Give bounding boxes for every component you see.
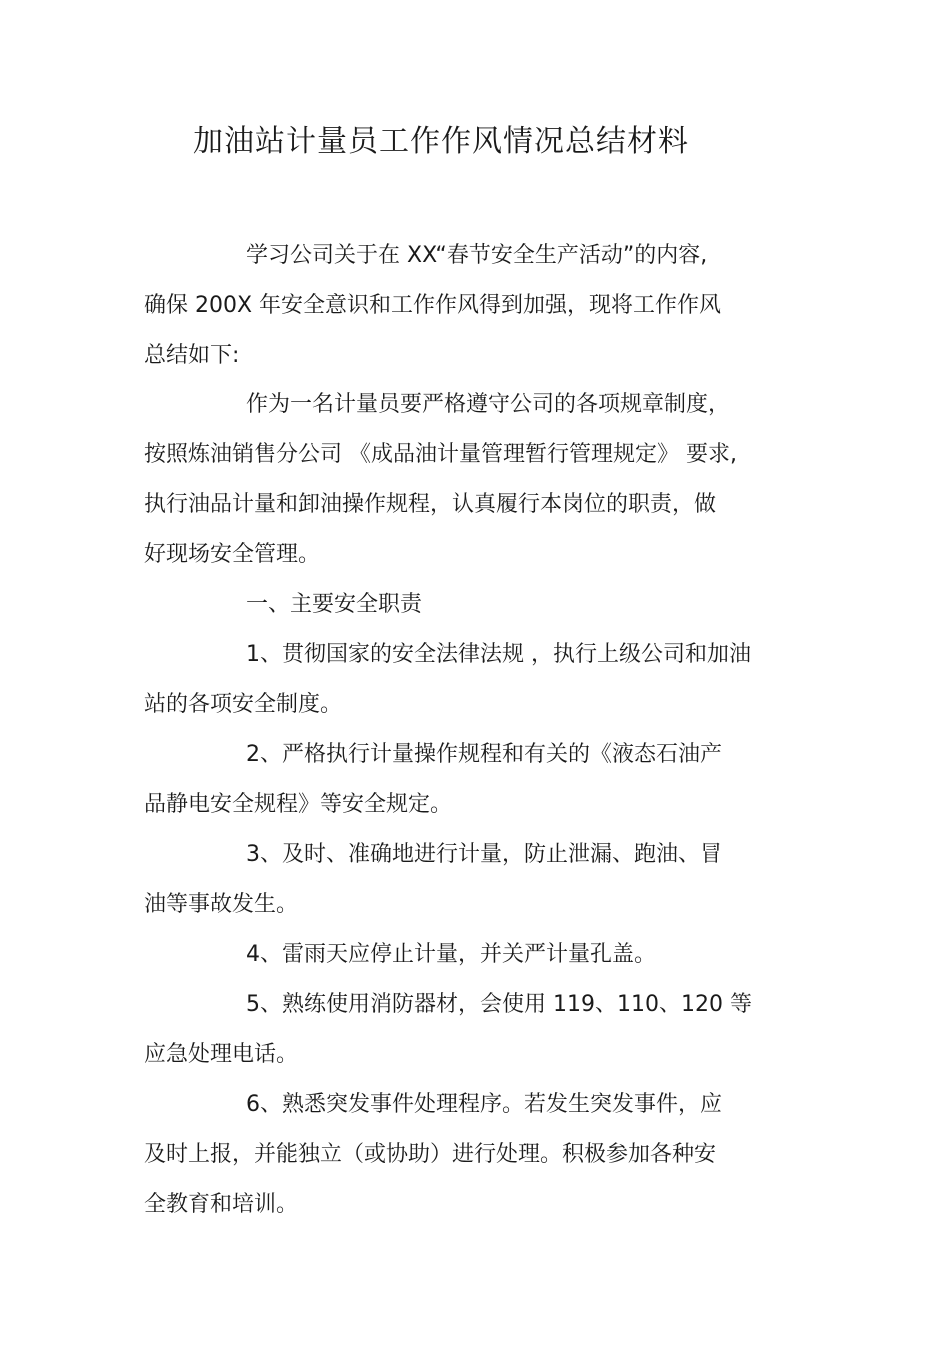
item-6-line-2: 及时上报，并能独立（或协助）进行处理。积极参加各种安 [144, 1142, 717, 1167]
item-5-line-2: 应急处理电话。 [144, 1042, 299, 1067]
body-line-4: 作为一名计量员要严格遵守公司的各项规章制度， [246, 392, 731, 417]
body-line-7: 好现场安全管理。 [144, 542, 321, 567]
body-line-3: 总结如下: [144, 343, 240, 368]
item-4-line-1: 4、雷雨天应停止计量，并关严计量孔盖。 [246, 942, 656, 967]
item-2-line-1: 2、严格执行计量操作规程和有关的《液态石油产 [246, 742, 722, 767]
item-3-line-2: 油等事故发生。 [144, 892, 299, 917]
body-line-2: 确保 200X 年安全意识和工作作风得到加强，现将工作作风 [144, 293, 722, 318]
item-1-line-1: 1、贯彻国家的安全法律法规 ，执行上级公司和加油 [246, 642, 751, 667]
body-line-6: 执行油品计量和卸油操作规程，认真履行本岗位的职责，做 [144, 492, 717, 517]
section-heading: 一、主要安全职责 [246, 592, 423, 617]
item-3-line-1: 3、及时、准确地进行计量，防止泄漏、跑油、冒 [246, 842, 722, 867]
item-5-line-1: 5、熟练使用消防器材，会使用 119、110、120 等 [246, 992, 752, 1017]
item-1-line-2: 站的各项安全制度。 [144, 692, 343, 717]
item-6-line-3: 全教育和培训。 [144, 1192, 299, 1217]
body-line-5: 按照炼油销售分公司 《成品油计量管理暂行管理规定》 要求, [144, 442, 737, 467]
item-6-line-1: 6、熟悉突发事件处理程序。若发生突发事件，应 [246, 1092, 722, 1117]
body-line-1: 学习公司关于在 XX“春节安全生产活动”的内容, [246, 243, 708, 268]
item-2-line-2: 品静电安全规程》等安全规定。 [144, 792, 453, 817]
document-title: 加油站计量员工作作风情况总结材料 [193, 124, 689, 159]
